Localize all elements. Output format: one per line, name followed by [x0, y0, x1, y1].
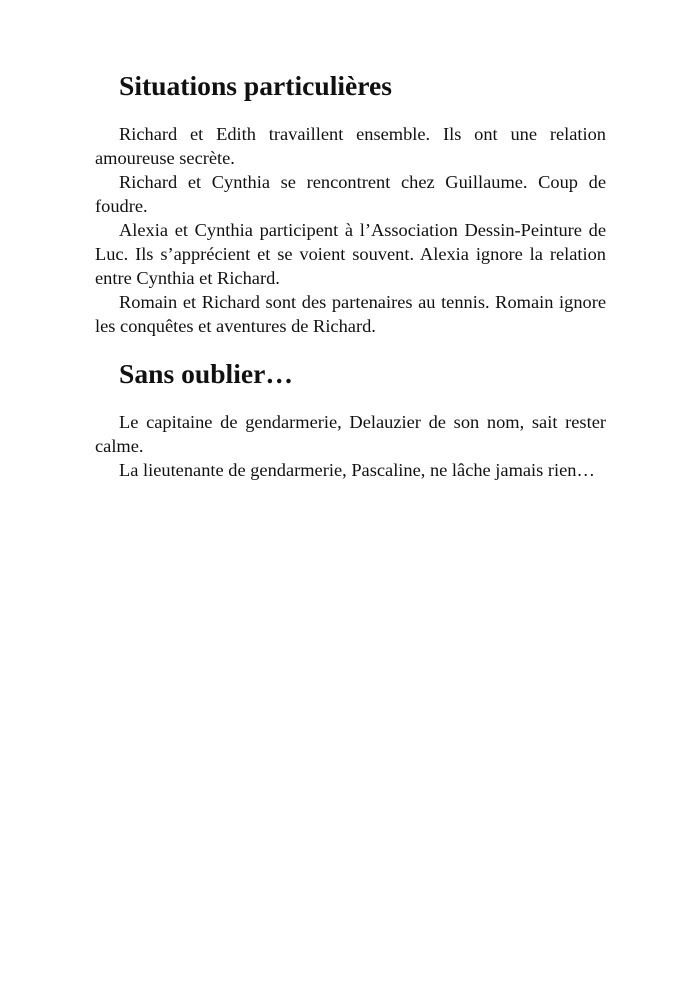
paragraph: Richard et Edith travaillent ensemble. Ils ont une relation amoureuse secrète.	[95, 124, 606, 168]
section-heading: Sans oublier…	[119, 358, 293, 389]
section-sans-oublier	[95, 358, 606, 482]
section-situations-particulieres	[95, 70, 606, 338]
paragraph: La lieutenante de gendarmerie, Pascaline, ne lâche jamais rien…	[119, 460, 595, 480]
paragraph: Richard et Cynthia se rencontrent chez Guillaume. Coup de foudre.	[95, 172, 606, 216]
section-heading: Situations particulières	[119, 70, 392, 101]
paragraph: Alexia et Cynthia participent à l’Association Dessin-Peinture de Luc. Ils s’apprécient et se voient souvent. Alexia ignore la relation entre Cynthia et Richard.	[95, 220, 606, 288]
spacer	[95, 98, 606, 122]
spacer	[95, 386, 606, 410]
paragraph: Le capitaine de gendarmerie, Delauzier de son nom, sait rester calme.	[95, 412, 606, 456]
document-page	[95, 70, 606, 482]
paragraph: Romain et Richard sont des partenaires au tennis. Romain ignore les conquêtes et aventures de Richard.	[95, 292, 606, 336]
